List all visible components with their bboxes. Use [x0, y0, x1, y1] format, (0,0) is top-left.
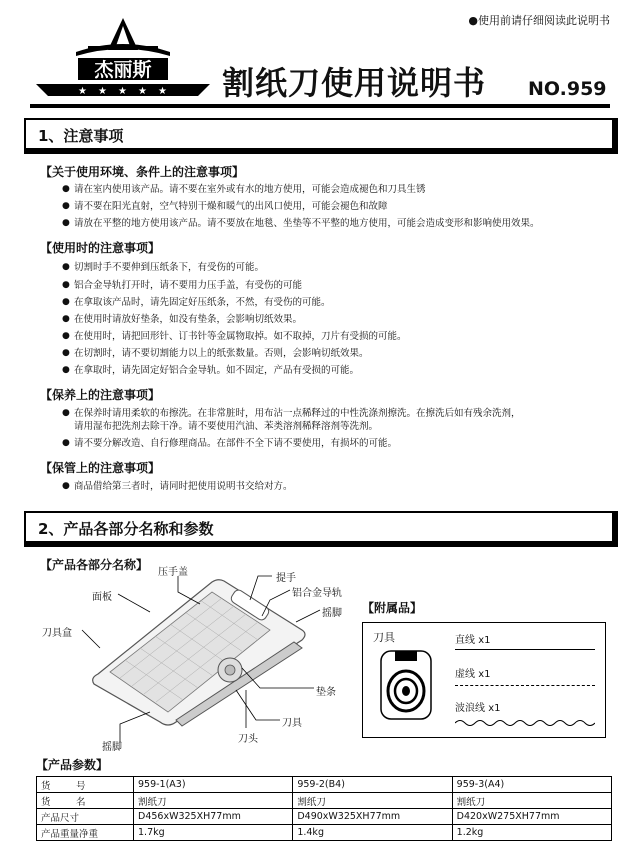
table-row: [37, 777, 612, 793]
label-press-cover: 压手盖: [158, 567, 188, 578]
svg-text:★: ★: [158, 86, 167, 97]
label-rail: 铝合金导轨: [292, 588, 342, 599]
accessory-dashed: 虚线 x1: [455, 669, 491, 680]
cell: 959-1(A3): [134, 777, 293, 793]
section-1-heading: [24, 118, 618, 154]
table-row: [37, 809, 612, 825]
model-number: NO.959: [528, 78, 607, 100]
accessory-tool-label: 刀具: [373, 631, 395, 644]
cell: 割纸刀: [452, 793, 611, 809]
storage-notes-heading: 【保管上的注意事项】: [40, 461, 161, 475]
label-foot-right: 摇脚: [322, 608, 342, 619]
svg-text:★: ★: [98, 86, 107, 97]
svg-text:★: ★: [118, 86, 127, 97]
title-underline: [30, 104, 610, 108]
list-item-continued: 请用湿布把洗剂去除干净。请不要使用汽油、苯类溶剂稀释溶剂等洗剂。: [74, 421, 379, 432]
section-2-title: 2、产品各部分名称和参数: [38, 520, 214, 538]
cell: D456xW325XH77mm: [134, 809, 293, 825]
straight-line-sample: [455, 649, 595, 650]
cell: D490xW325XH77mm: [293, 809, 452, 825]
list-item: ● 在拿取该产品时，请先固定好压纸条，不然，有受伤的可能。: [74, 296, 331, 309]
table-row: [37, 793, 612, 809]
list-item: ● 商品借给第三者时，请同时把使用说明书交给对方。: [74, 480, 293, 493]
product-illustration: [80, 572, 310, 742]
label-pad-strip: 垫条: [316, 687, 336, 698]
section-2-heading: [24, 511, 618, 547]
svg-text:★: ★: [138, 86, 147, 97]
table-row: [37, 825, 612, 841]
read-before-use-note: ●使用前请仔细阅读此说明书: [468, 14, 610, 27]
document-title: 割纸刀使用说明书: [222, 64, 487, 102]
cell: 割纸刀: [293, 793, 452, 809]
parts-heading: 【产品各部分名称】: [40, 558, 149, 572]
cell: 959-2(B4): [293, 777, 452, 793]
params-heading: 【产品参数】: [36, 758, 109, 772]
row-label: 产品尺寸: [37, 809, 134, 825]
list-item: ● 在保养时请用柔软的布擦洗。在非常脏时，用布沾一点稀释过的中性洗涤剂擦洗。在擦洗后如有残余洗剂，: [74, 407, 521, 420]
cell: 1.7kg: [134, 825, 293, 841]
cell: 1.2kg: [452, 825, 611, 841]
label-blade-box: 刀具盒: [42, 628, 72, 639]
brand-name: 杰丽斯: [94, 59, 152, 81]
maintenance-notes-heading: 【保养上的注意事项】: [40, 388, 161, 402]
list-item: ● 切割时手不要伸到压纸条下，有受伤的可能。: [74, 261, 264, 274]
accessory-straight: 直线 x1: [455, 635, 491, 646]
label-foot-left: 摇脚: [102, 742, 122, 753]
row-label: 货 号: [37, 777, 134, 793]
label-handle: 提手: [276, 573, 296, 584]
cell: 1.4kg: [293, 825, 452, 841]
accessory-wavy: 波浪线 x1: [455, 703, 501, 714]
label-blade: 刀具: [282, 718, 302, 729]
row-label: 货 名: [37, 793, 134, 809]
section-1-title: 1、注意事项: [38, 127, 124, 145]
list-item: ● 在使用时，请把回形针、订书针等金属物取掉。如不取掉，刀片有受损的可能。: [74, 330, 407, 343]
label-blade-head: 刀头: [238, 734, 258, 745]
row-label: 产品重量净重: [37, 825, 134, 841]
blade-cartridge-icon: [377, 649, 435, 721]
list-item: ● 在使用时请放好垫条，如没有垫条，会影响切纸效果。: [74, 313, 302, 326]
list-item: ● 请不要在阳光直射，空气特别干燥和暖气的出风口使用，可能会褪色和故障: [74, 200, 388, 213]
brand-logo: [28, 16, 218, 100]
wavy-line-sample: [455, 713, 595, 732]
cell: 959-3(A4): [452, 777, 611, 793]
accessories-box: [362, 622, 606, 738]
params-table: [36, 776, 612, 841]
usage-notes-heading: 【使用时的注意事项】: [40, 241, 161, 255]
list-item: ● 请在室内使用该产品。请不要在室外或有水的地方使用，可能会造成褪色和刀具生锈: [74, 183, 426, 196]
label-panel: 面板: [92, 592, 112, 603]
cell: 割纸刀: [134, 793, 293, 809]
svg-text:★: ★: [78, 86, 87, 97]
list-item: ● 请放在平整的地方使用该产品。请不要放在地毯、坐垫等不平整的地方使用，可能会造成变形和影响使用效果。: [74, 217, 540, 230]
list-item: ● 在切割时，请不要切割能力以上的纸张数量。否则，会影响切纸效果。: [74, 347, 369, 360]
accessories-heading: 【附属品】: [362, 601, 423, 615]
dashed-line-sample: [455, 685, 595, 686]
list-item: ● 请不要分解改造、自行修理商品。在部件不全下请不要使用，有损坏的可能。: [74, 437, 397, 450]
cell: D420xW275XH77mm: [452, 809, 611, 825]
list-item: ● 铝合金导轨打开时，请不要用力压手盖，有受伤的可能: [74, 279, 302, 292]
env-conditions-heading: 【关于使用环境、条件上的注意事项】: [40, 165, 245, 179]
list-item: ● 在拿取时，请先固定好铝合金导轨。如不固定，产品有受损的可能。: [74, 364, 359, 377]
